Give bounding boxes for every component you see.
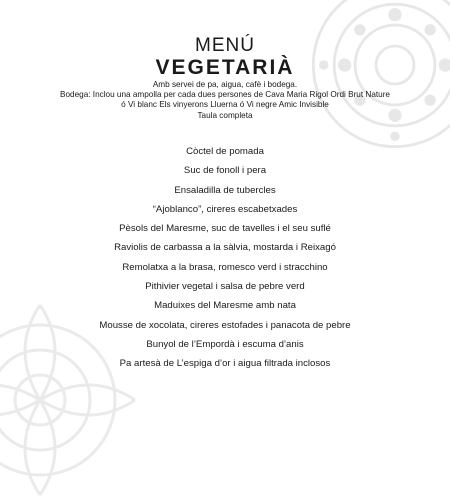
course-item: Ensaladilla de tubercles — [174, 184, 276, 196]
course-item: Maduixes del Maresme amb nata — [154, 300, 296, 312]
title-vegetaria: VEGETARIÀ — [155, 56, 295, 79]
title-menu: MENÚ — [195, 35, 255, 56]
intro-table: Taula completa — [197, 110, 253, 120]
course-item: Pa artesà de L’espiga d’or i aigua filtrada inclosos — [119, 358, 331, 370]
menu-title — [0, 36, 450, 80]
course-item: Bunyol de l’Empordà i escuma d’anis — [146, 338, 304, 350]
intro-service: Amb servei de pa, aigua, cafè i bodega. — [152, 80, 298, 89]
menu-intro — [0, 80, 450, 121]
intro-wines: ó Vi blanc Els vinyerons Lluerna ó Vi negre Amic Invisible — [121, 100, 329, 110]
course-item: Suc de fonoll i pera — [183, 165, 267, 177]
course-item: Remolatxa a la brasa, romesco verd i stracchino — [122, 261, 328, 273]
course-list — [0, 142, 450, 374]
course-item: Raviolis de carbassa a la sàlvia, mostarda i Reixagó — [114, 242, 336, 254]
course-item: Mousse de xocolata, cireres estofades i panacota de pebre — [99, 319, 351, 331]
course-item: “Ajoblanco”, cireres escabetxades — [152, 203, 298, 215]
course-item: Pèsols del Maresme, suc de tavelles i el seu suflé — [119, 223, 331, 235]
intro-bodega: Bodega: Inclou una ampolla per cada dues persones de Cava Maria Rigol Ordi Brut Nature — [60, 90, 390, 100]
course-item: Pithivier vegetal i salsa de pebre verd — [145, 281, 305, 293]
course-item: Còctel de pomada — [186, 146, 264, 157]
